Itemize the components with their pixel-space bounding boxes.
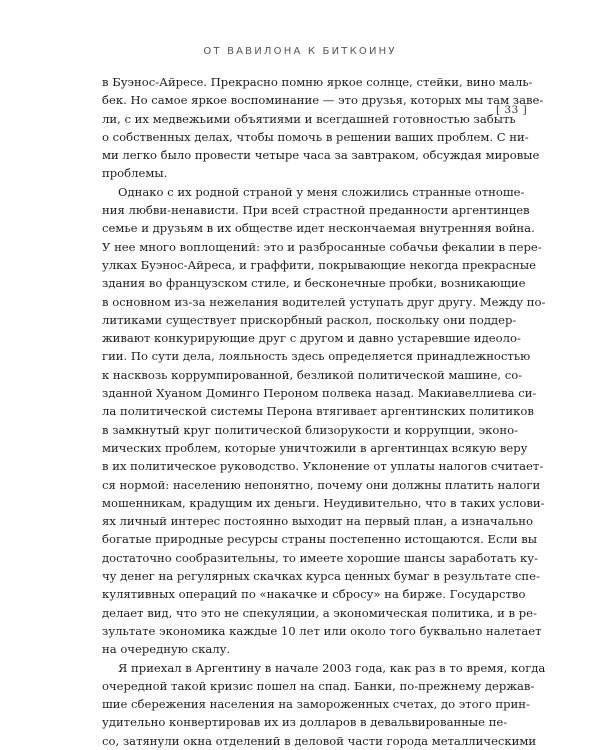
text-line: чу денег на регулярных скачках курса ценных бумаг в результате спе- [102, 569, 540, 584]
text-line: литиками существует прискорбный раскол, поскольку они поддер- [102, 312, 517, 327]
running-head: ОТ ВАВИЛОНА К БИТКОИНУ [203, 46, 397, 57]
text-line: зданной Хуаном Доминго Пероном полвека назад. Макиавеллиева си- [102, 386, 537, 401]
text-line: Я приехал в Аргентину в начале 2003 года, как раз в то время, когда [118, 660, 546, 675]
text-line: улках Буэнос-Айреса, и граффити, покрывающие некогда прекрасные [102, 257, 537, 272]
text-line: мошенникам, крадущим их деньги. Неудивительно, что в таких услови- [102, 495, 545, 510]
text-line: ла политической системы Перона втягивает аргентинских политиков [102, 404, 534, 419]
text-line: У нее много воплощений: это и разбросанные собачьи фекалии в пере- [102, 239, 542, 254]
text-line: на очередную скалу. [102, 642, 231, 657]
text-line: ся нормой: населению непонятно, почему они должны платить налоги [102, 477, 541, 492]
text-line: Однако с их родной страной у меня сложились странные отноше- [118, 184, 525, 199]
text-line: ния любви-ненависти. При всей страстной преданности аргентинцев [102, 203, 530, 218]
text-line: очередной такой кризис пошел на спад. Банки, по-прежнему держав- [102, 678, 535, 693]
text-line: со, затянули окна отделений в деловой части города металлическими [102, 733, 537, 748]
text-line: ли, с их медвежьими объятиями и всегдашней готовностью забыть [102, 111, 516, 126]
text-line: богатые природные ресурсы страны постепенно истощаются. Если вы [102, 532, 538, 547]
text-line: гии. По сути дела, лояльность здесь определяется принадлежностью [102, 349, 531, 364]
text-line: в их политическое руководство. Уклонение от уплаты налогов считает- [102, 459, 544, 474]
text-line: в основном из-за нежелания водителей уступать друг другу. Между по- [102, 294, 546, 309]
text-line: живают конкурирующие друг с другом и давно устаревшие идеоло- [102, 331, 521, 346]
text-line: мических проблем, которые уничтожили в аргентинцах всякую веру [102, 440, 528, 455]
text-line: делает вид, что это не спекуляции, а экономическая политика, и в ре- [102, 605, 537, 620]
page-number: [ 33 ] [496, 104, 528, 116]
text-line: в Буэнос-Айресе. Прекрасно помню яркое солнце, стейки, вино маль- [102, 75, 533, 89]
text-line: бек. Но самое яркое воспоминание — это друзья, которых мы там заве- [102, 93, 544, 108]
text-line: удительно конвертировав их из долларов в девальвированные пе- [102, 715, 508, 730]
text-line: в замкнутый круг политической близорукости и коррупции, эконо- [102, 422, 518, 437]
text-line: ми легко было провести четыре часа за завтраком, обсуждая мировые [102, 148, 540, 163]
text-line: здания во французском стиле, и бесконечные пробки, возникающие [102, 276, 526, 291]
text-line: семье и друзьям в их обществе идет нескончаемая внутренняя война. [102, 221, 535, 236]
text-line: проблемы. [102, 166, 168, 181]
text-line: достаточно сообразительны, то имеете хорошие шансы заработать ку- [102, 550, 539, 565]
text-line: ях личный интерес постоянно выходит на первый план, а изначально [102, 514, 533, 529]
text-line: к насквозь коррумпированной, безликой политической машине, со- [102, 367, 523, 382]
text-line: кулятивных операций по «накачке и сбросу» на бирже. Государство [102, 587, 526, 602]
text-line: зультате экономика каждые 10 лет или около того буквально налетает [102, 623, 542, 638]
text-line: о собственных делах, чтобы помочь в решении ваших проблем. С ни- [102, 129, 529, 144]
text-line: шие сбережения населения на замороженных счетах, до этого прин- [102, 697, 530, 712]
